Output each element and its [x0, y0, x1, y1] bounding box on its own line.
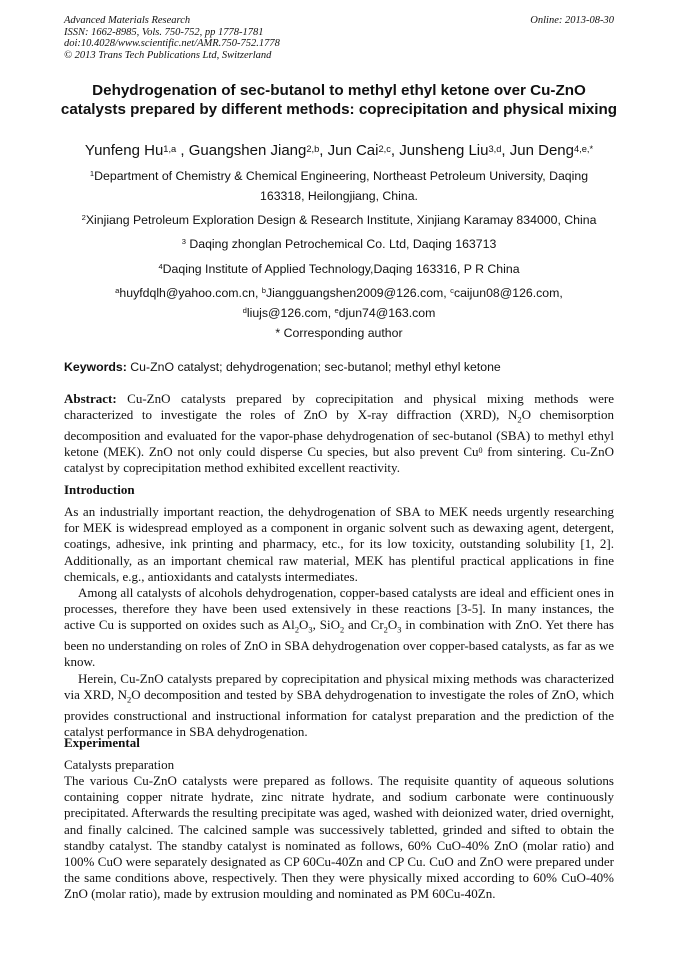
- paragraph-text: Among all catalysts of alcohols dehydrogenation, copper-based catalysts are ideal and efficient ones in processes, therefore they have been used extensively in these reactions [3-5]. In many instances, the active Cu is supported on oxides such as Al: [64, 585, 614, 633]
- affiliation-text: Department of Chemistry & Chemical Engineering, Northeast Petroleum University, Daqing 163318, Heilongjiang, China.: [94, 169, 589, 203]
- affiliation-text: Daqing zhonglan Petrochemical Co. Ltd, Daqing 163713: [189, 237, 497, 251]
- affiliation-mark: 1: [89, 169, 95, 179]
- author-name: Jun Cai: [327, 142, 379, 159]
- keywords: [64, 360, 618, 374]
- affiliation-4: [40, 259, 638, 279]
- intro-paragraph-3: [64, 671, 614, 740]
- author-separator: ,: [319, 142, 328, 159]
- email-separator: ,: [254, 286, 262, 300]
- paragraph-text: Herein, Cu-ZnO catalysts prepared by coprecipitation and physical mixing methods was characterized via XRD, N: [64, 670, 614, 702]
- affiliation-mark: 3: [181, 237, 186, 247]
- superscript: 0: [478, 445, 483, 455]
- paragraph-text: O: [387, 617, 398, 633]
- online-date: Online: 2013-08-30: [530, 15, 614, 26]
- paragraph-text: O decomposition and tested by SBA dehydrogenation to investigate the roles of ZnO, which provides constructional and instructional information for catalyst preparation and the prediction of the catalyst performance in SBA dehydrogenation.: [64, 686, 614, 739]
- author-separator: ,: [501, 142, 510, 159]
- subscript: 2: [383, 625, 388, 636]
- email-separator: ,: [327, 306, 335, 320]
- affiliation-mark: 4: [158, 262, 163, 272]
- subscript: 2: [339, 625, 345, 636]
- author-name: Guangshen Jiang: [188, 142, 307, 159]
- affiliation-mark: 2: [81, 213, 86, 223]
- copyright-line: © 2013 Trans Tech Publications Ltd, Switzerland: [64, 49, 272, 61]
- issn-line: ISSN: 1662-8985, Vols. 750-752, pp 1778-1781: [64, 26, 264, 38]
- email-line-1: $^a$huyfdqlh@yahoo.com.cn, $^b$Jiangguangshen2009@126.com, $^c$caijun08@126.com,: [115, 286, 563, 300]
- author-affil-mark: 2,c: [378, 144, 391, 155]
- paragraph-text: in combination with ZnO. Yet there has been no understanding on roles of ZnO in SBA dehydrogenation over copper-based catalysts, as far as we know.: [64, 617, 614, 670]
- author-affil-mark: 3,d: [488, 144, 502, 155]
- subscript: 3: [397, 625, 402, 636]
- paragraph-text: , SiO: [312, 617, 340, 633]
- introduction-heading: Introduction: [64, 482, 135, 497]
- email-a: huyfdqlh@yahoo.com.cn: [119, 286, 255, 300]
- experimental-paragraph-1: The various Cu-ZnO catalysts were prepared as follows. The requisite quantity of aqueous solutions containing copper nitrate hydrate, zinc nitrate hydrate, and sodium carbonate were continuously precipitated. Afterwards the resulting precipitate was aged, washed with deionized water, dried overnight, and finally calcined. The calcined sample was successively tabletted, grinded and sifted to obtain the standby catalyst. The standby catalyst is nominated as follows, 60% CuO-40% ZnO (molar ratio) and 100% CuO were separately designated as CP 60Cu-40Zn and CP Cu. CuO and ZnO were prepared under the same conditions above, respectively. Then they were physically mixed according to 60% CuO-40% ZnO (molar ratio), made by extrusion moulding and nominated as PM 60Cu-40Zn.: [64, 773, 614, 902]
- author-separator: ,: [176, 142, 189, 159]
- abstract-text: O chemisorption decomposition and evaluated for the vapor-phase dehydrogenation of sec-butanol (SBA) to methyl ethyl ketone (MEK). ZnO not only could disperse Cu species, but also prevent Cu: [64, 407, 615, 460]
- author-affil-mark: 1,a: [163, 144, 177, 155]
- keywords-text: Cu-ZnO catalyst; dehydrogenation; sec-butanol; methyl ethyl ketone: [130, 360, 501, 374]
- author-name: Jun Deng: [509, 142, 574, 159]
- subscript: 2: [294, 625, 300, 636]
- author-affil-mark: 4,e,*: [573, 144, 594, 155]
- intro-paragraph-2: [64, 585, 614, 671]
- abstract: [64, 391, 614, 477]
- author-affil-mark: 2,b: [306, 144, 320, 155]
- email-separator: ,: [443, 286, 451, 300]
- subscript: 3: [308, 625, 313, 636]
- doi-line: doi:10.4028/www.scientific.net/AMR.750-752.1778: [64, 38, 280, 49]
- affiliation-text: Daqing Institute of Applied Technology,Daqing 163316, P R China: [162, 262, 520, 276]
- experimental-heading: Experimental: [64, 735, 140, 750]
- introduction-body: [64, 504, 614, 740]
- author-list: [30, 141, 648, 161]
- subscript: 2: [517, 414, 522, 425]
- catalysts-preparation-subheading: Catalysts preparation: [64, 757, 175, 772]
- subscript: 2: [126, 694, 132, 705]
- affiliation-2: [30, 210, 648, 230]
- paragraph-text: O: [299, 617, 309, 633]
- email-b: Jiangguangshen2009@126.com: [266, 286, 444, 300]
- email-d: liujs@126.com: [246, 306, 328, 320]
- author-separator: ,: [390, 142, 400, 159]
- intro-paragraph-1: As an industrially important reaction, the dehydrogenation of SBA to MEK needs urgently researching for MEK is widespread employed as a component in organic solvent such as dewaxing agent, detergent, coatings, adhesive, ink printing and pharmacy, etc., for its low toxicity, outstanding solubility [1, 2]. Additionally, as an important chemical raw material, MEK has plentiful practical applications in fine chemicals, e.g., antioxidants and catalysts intermediates.: [64, 504, 614, 584]
- experimental-body: [64, 773, 614, 903]
- paper-title: Dehydrogenation of sec-butanol to methyl ethyl ketone over Cu-ZnO catalysts prepared by different methods: coprecipitation and physical mixing: [60, 82, 618, 118]
- journal-name: Advanced Materials Research: [64, 15, 191, 26]
- abstract-text: Cu-ZnO catalysts prepared by coprecipitation and physical mixing methods were characterized to investigate the roles of ZnO by X-ray diffraction (XRD), N: [64, 391, 614, 423]
- paragraph-text: and Cr: [344, 617, 384, 633]
- affiliation-text: Xinjiang Petroleum Exploration Design & Research Institute, Xinjiang Karamay 834000, China: [85, 213, 597, 227]
- email-c: caijun08@126.com: [453, 286, 560, 300]
- email-line-2: $^d$liujs@126.com, $^e$djun74@163.com: [242, 306, 436, 320]
- abstract-text: from sintering. Cu-ZnO catalyst by coprecipitation method exhibited excellent reactivity.: [64, 444, 614, 476]
- affiliation-3: [40, 234, 638, 254]
- author-name: Junsheng Liu: [399, 142, 489, 159]
- journal-header: [64, 15, 614, 61]
- author-name: Yunfeng Hu: [84, 142, 164, 159]
- keywords-label: Keywords:: [64, 360, 127, 374]
- email-e: djun74@163.com: [338, 306, 436, 320]
- affiliation-1: [80, 166, 598, 206]
- corresponding-author-note: * Corresponding author: [275, 326, 403, 340]
- abstract-label: Abstract:: [64, 391, 117, 406]
